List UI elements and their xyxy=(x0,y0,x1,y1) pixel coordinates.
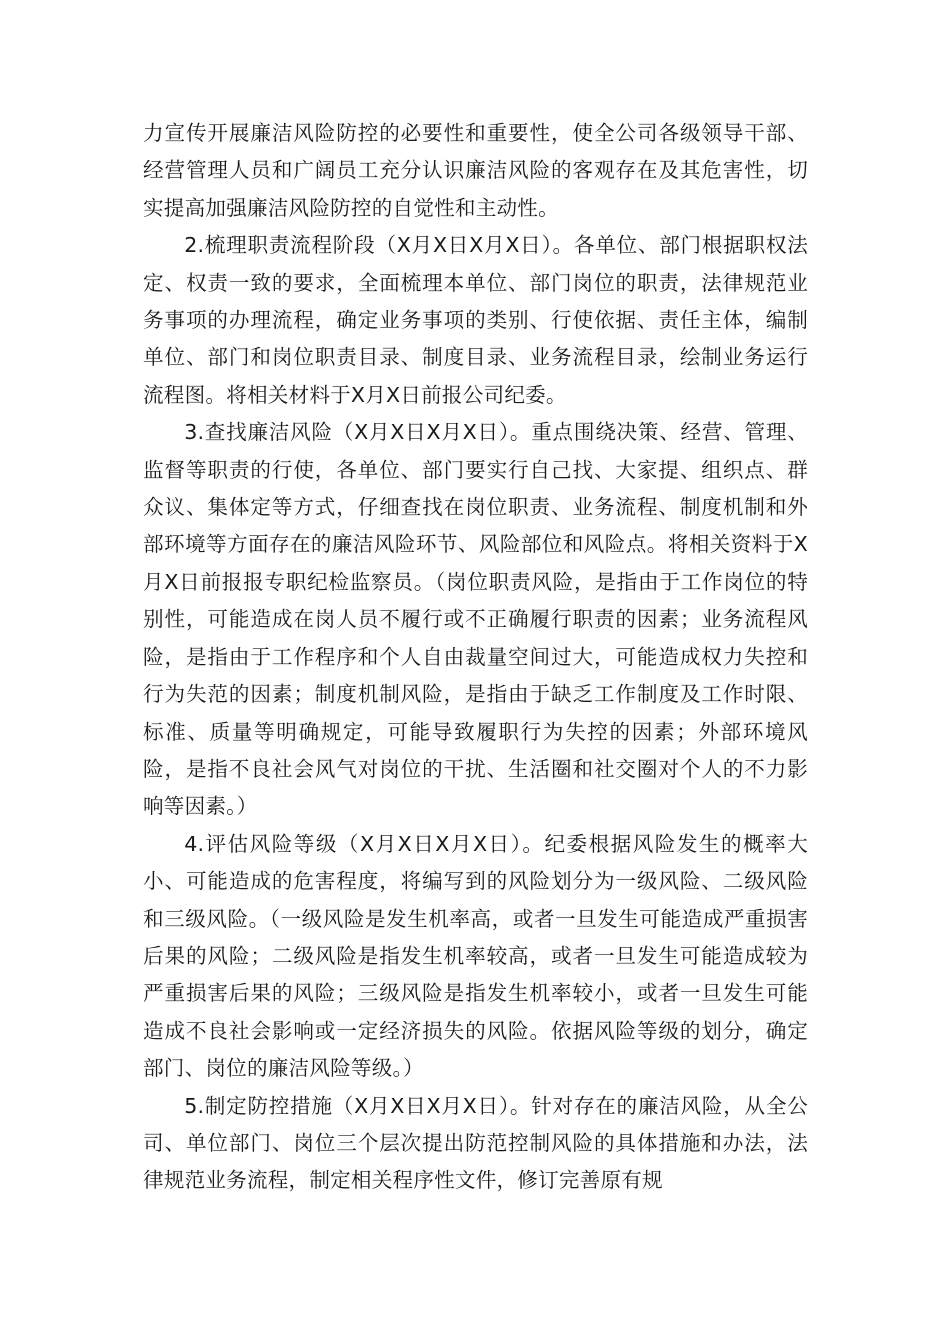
paragraph-step-5: 5.制定防控措施（X月X日X月X日）。针对存在的廉洁风险，从全公司、单位部门、岗位三个层次提出防范控制风险的具体措施和办法，法律规范业务流程，制定相关程序性文件，修订完善原有规 xyxy=(143,1093,808,1193)
paragraph-step-4: 4.评估风险等级（X月X日X月X日）。纪委根据风险发生的概率大小、可能造成的危害程度，将编写到的风险划分为一级风险、二级风险和三级风险。（一级风险是发生机率高，或者一旦发生可能造成严重损害后果的风险；二级风险是指发生机率较高，或者一旦发生可能造成较为严重损害后果的风险；三级风险是指发生机率较小，或者一旦发生可能造成不良社会影响或一定经济损失的风险。依据风险等级的划分，确定部门、岗位的廉洁风险等级。） xyxy=(143,831,808,1081)
paragraph-step-3: 3.查找廉洁风险（X月X日X月X日）。重点围绕决策、经营、管理、监督等职责的行使，各单位、部门要实行自己找、大家提、组织点、群众议、集体定等方式，仔细查找在岗位职责、业务流程、制度机制和外部环境等方面存在的廉洁风险环节、风险部位和风险点。将相关资料于X月X日前报报专职纪检监察员。（岗位职责风险，是指由于工作岗位的特别性，可能造成在岗人员不履行或不正确履行职责的因素；业务流程风险，是指由于工作程序和个人自由裁量空间过大，可能造成权力失控和行为失范的因素；制度机制风险，是指由于缺乏工作制度及工作时限、标准、质量等明确规定，可能导致履职行为失控的因素；外部环境风险，是指不良社会风气对岗位的干扰、生活圈和社交圈对个人的不力影响等因素。） xyxy=(143,420,808,819)
paragraph-step-2: 2.梳理职责流程阶段（X月X日X月X日）。各单位、部门根据职权法定、权责一致的要求，全面梳理本单位、部门岗位的职责，法律规范业务事项的办理流程，确定业务事项的类别、行使依据、责任主体，编制单位、部门和岗位职责目录、制度目录、业务流程目录，绘制业务运行流程图。将相关材料于X月X日前报公司纪委。 xyxy=(143,233,808,407)
paragraph-intro-continuation: 力宣传开展廉洁风险防控的必要性和重要性，使全公司各级领导干部、经营管理人员和广阔员工充分认识廉洁风险的客观存在及其危害性，切实提高加强廉洁风险防控的自觉性和主动性。 xyxy=(143,121,808,220)
document-page xyxy=(143,115,808,1200)
